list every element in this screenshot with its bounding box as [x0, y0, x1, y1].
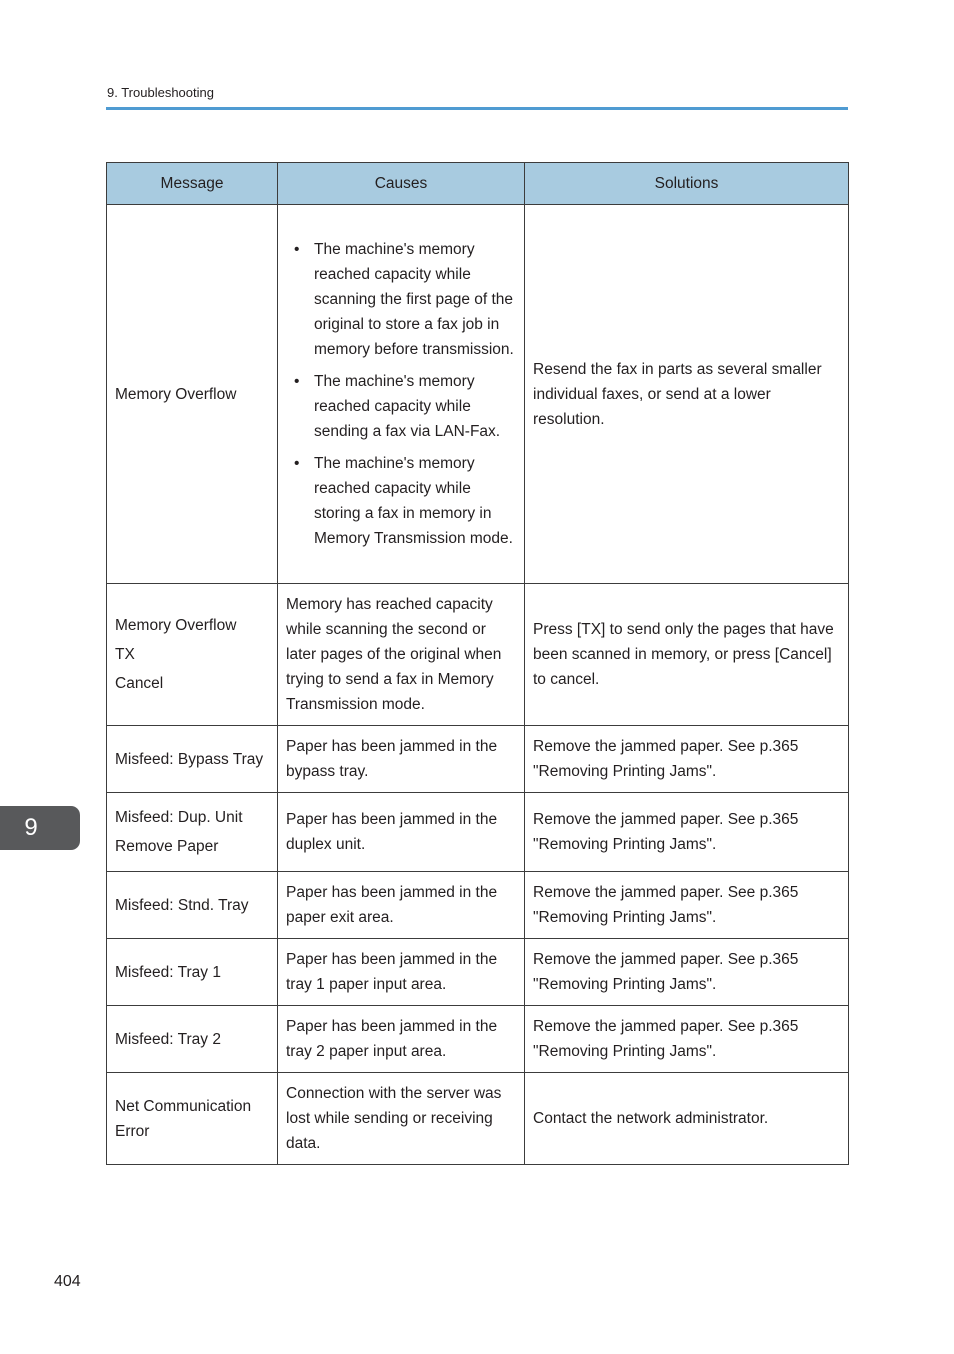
solution-cell: [525, 872, 849, 939]
cause-text: Paper has been jammed in the tray 1 paper input area.: [286, 951, 498, 993]
causes-cell: [278, 1073, 525, 1165]
list-item: [294, 451, 516, 551]
solution-text: Contact the network administrator.: [533, 1110, 769, 1127]
causes-cell: [278, 1006, 525, 1073]
column-header-solutions: Solutions: [525, 163, 849, 205]
cause-text: The machine's memory reached capacity while scanning the first page of the original to store a fax job in memory before transmission.: [314, 241, 514, 358]
running-header: 9. Troubleshooting: [107, 85, 214, 100]
table-row: [107, 584, 849, 726]
solution-cell: [525, 726, 849, 793]
causes-cell: [278, 205, 525, 584]
cause-text: The machine's memory reached capacity while storing a fax in memory in Memory Transmission mode.: [314, 455, 513, 547]
solution-text: Remove the jammed paper. See p.365 "Removing Printing Jams".: [533, 1018, 799, 1060]
solution-cell: [525, 205, 849, 584]
solution-cell: [525, 793, 849, 872]
message-cell: [107, 793, 278, 872]
causes-cell: [278, 939, 525, 1006]
message-text: Misfeed: Stnd. Tray: [115, 896, 249, 914]
table-row: [107, 872, 849, 939]
header-divider: [106, 107, 848, 110]
causes-cell: [278, 793, 525, 872]
table-row: [107, 205, 849, 584]
causes-cell: [278, 726, 525, 793]
table-row: [107, 1073, 849, 1165]
cause-text: Paper has been jammed in the duplex unit.: [286, 811, 498, 853]
solution-cell: [525, 584, 849, 726]
message-text: Remove Paper: [115, 838, 219, 855]
list-item: [294, 237, 516, 362]
solution-cell: [525, 1073, 849, 1165]
message-text: TX: [115, 646, 135, 663]
table-row: [107, 1006, 849, 1073]
message-text: Misfeed: Tray 2: [115, 1030, 221, 1048]
troubleshooting-table: [106, 162, 849, 1165]
table-row: [107, 793, 849, 872]
message-cell: [107, 939, 278, 1006]
page-number: 404: [54, 1273, 81, 1290]
message-text: Memory Overflow: [115, 617, 237, 634]
message-text: Misfeed: Dup. Unit: [115, 809, 243, 826]
message-text: Misfeed: Tray 1: [115, 963, 221, 981]
solution-cell: [525, 1006, 849, 1073]
cause-text: The machine's memory reached capacity while sending a fax via LAN-Fax.: [314, 373, 501, 440]
message-cell: [107, 1073, 278, 1165]
cause-text: Paper has been jammed in the bypass tray.: [286, 738, 498, 780]
bullet-icon: •: [294, 373, 300, 390]
chapter-tab[interactable]: [0, 806, 80, 850]
message-text: Cancel: [115, 675, 164, 692]
causes-cell: [278, 872, 525, 939]
cause-text: Memory has reached capacity while scanning the second or later pages of the original when trying to send a fax in Memory Transmission mode.: [286, 596, 502, 713]
solution-text: Remove the jammed paper. See p.365 "Removing Printing Jams".: [533, 884, 799, 926]
causes-cell: [278, 584, 525, 726]
chapter-number: 9: [24, 814, 38, 841]
message-text: Net Communication Error: [115, 1097, 252, 1140]
solution-text: Remove the jammed paper. See p.365 "Removing Printing Jams".: [533, 811, 799, 853]
bullet-icon: •: [294, 241, 300, 258]
solution-text: Remove the jammed paper. See p.365 "Removing Printing Jams".: [533, 738, 799, 780]
solution-text: Resend the fax in parts as several smaller individual faxes, or send at a lower resolution.: [533, 360, 822, 428]
solution-text: Remove the jammed paper. See p.365 "Removing Printing Jams".: [533, 951, 799, 993]
message-cell: [107, 205, 278, 584]
column-header-message: Message: [107, 163, 278, 205]
solution-cell: [525, 939, 849, 1006]
cause-text: Paper has been jammed in the paper exit area.: [286, 884, 498, 926]
solution-text: Press [TX] to send only the pages that have been scanned in memory, or press [Cancel] to cancel.: [533, 621, 834, 688]
causes-list: [286, 237, 516, 551]
message-cell: [107, 726, 278, 793]
list-item: [294, 369, 516, 444]
table-header-row: [107, 163, 849, 205]
cause-text: Connection with the server was lost while sending or receiving data.: [286, 1085, 502, 1152]
table-row: [107, 939, 849, 1006]
message-text: Memory Overflow: [115, 385, 237, 403]
column-header-causes: Causes: [278, 163, 525, 205]
message-text: Misfeed: Bypass Tray: [115, 750, 264, 768]
message-cell: [107, 872, 278, 939]
table-row: [107, 726, 849, 793]
cause-text: Paper has been jammed in the tray 2 paper input area.: [286, 1018, 498, 1060]
bullet-icon: •: [294, 455, 300, 472]
message-cell: [107, 584, 278, 726]
message-cell: [107, 1006, 278, 1073]
